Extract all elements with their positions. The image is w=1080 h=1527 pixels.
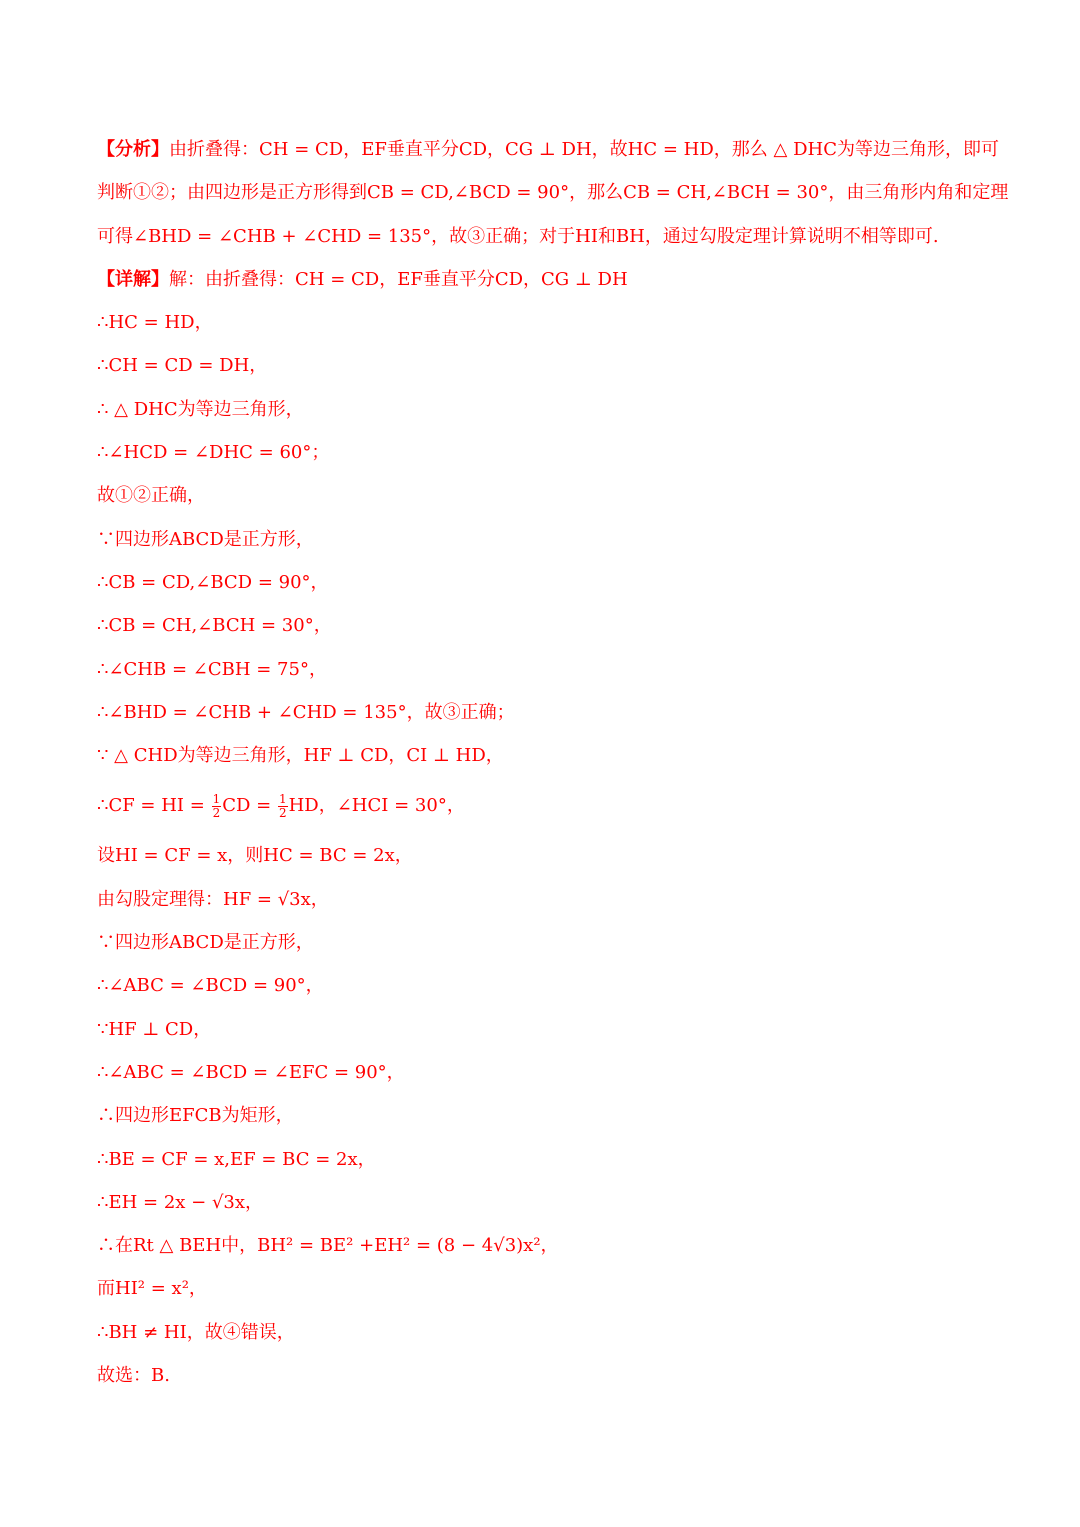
fraction-half (278, 793, 288, 820)
fraction-numerator: 1 (212, 791, 221, 806)
step-line: ∵ △ CHD为等边三角形，HF ⊥ CD，CI ⊥ HD， (97, 745, 504, 767)
fraction-denominator: 2 (278, 805, 287, 820)
step-line: ∴BE = CF = x,EF = BC = 2x， (97, 1148, 376, 1170)
detail-text: 解：由折叠得：CH = CD，EF垂直平分CD，CG ⊥ DH (169, 268, 628, 290)
detail-tag: 【详解】 (97, 268, 169, 290)
step-line: ∴HC = HD， (97, 312, 213, 334)
step-line: ∴四边形EFCB为矩形， (97, 1105, 294, 1127)
step-line: ∴∠ABC = ∠BCD = ∠EFC = 90°， (97, 1061, 405, 1083)
step-line: 故①②正确， (97, 485, 205, 507)
step-line: ∴EH = 2x − √3x， (97, 1191, 264, 1213)
analysis-tag: 【分析】 (97, 139, 169, 160)
step-line: 而HI² = x²， (97, 1278, 207, 1300)
step-line: ∴CB = CH,∠BCH = 30°， (97, 615, 332, 637)
step-line: ∵四边形ABCD是正方形， (97, 932, 314, 954)
answer-line: 故选：B. (97, 1365, 170, 1387)
step-line: ∴CH = CD = DH， (97, 355, 268, 377)
step-line: ∴CB = CD,∠BCD = 90°， (97, 571, 329, 593)
step-line: ∴∠CHB = ∠CBH = 75°， (97, 658, 327, 680)
step-line: ∵四边形ABCD是正方形， (97, 528, 314, 550)
analysis-line-3: 可得∠BHD = ∠CHB + ∠CHD = 135°，故③正确；对于HI和BH，通过勾股定理计算说明不相等即可. (97, 225, 939, 247)
step-line: ∴BH ≠ HI，故④错误， (97, 1321, 295, 1343)
fraction-numerator: 1 (278, 791, 287, 806)
step-line: ∴在Rt △ BEH中，BH² = BE² +EH² = (8 − 4√3)x²， (97, 1235, 559, 1257)
fraction-text-part: CD = (222, 795, 277, 817)
step-line: ∵HF ⊥ CD， (97, 1018, 212, 1040)
fraction-denominator: 2 (212, 805, 221, 820)
fraction-text-part: HD，∠HCI = 30°， (288, 795, 465, 817)
fraction-step-line (97, 777, 997, 834)
step-line: ∴ △ DHC为等边三角形， (97, 398, 304, 420)
step-line: 设HI = CF = x，则HC = BC = 2x， (97, 845, 413, 867)
step-line: ∴∠BHD = ∠CHB + ∠CHD = 135°，故③正确； (97, 701, 515, 723)
analysis-text: 由折叠得：CH = CD，EF垂直平分CD，CG ⊥ DH，故HC = HD，那么 △ DHC为等边三角形，即可 (169, 139, 999, 160)
fraction-text-part: ∴CF = HI = (97, 795, 211, 817)
step-line: ∴∠HCD = ∠DHC = 60°； (97, 442, 330, 464)
step-line: 由勾股定理得：HF = √3x， (97, 888, 329, 910)
analysis-line-1 (97, 128, 997, 171)
step-line: ∴∠ABC = ∠BCD = 90°， (97, 975, 324, 997)
detail-line-1 (97, 258, 997, 301)
solution-page (97, 128, 1009, 1397)
fraction-half (212, 793, 222, 820)
analysis-line-2: 判断①②；由四边形是正方形得到CB = CD,∠BCD = 90°，那么CB = CH,∠BCH = 30°，由三角形内角和定理 (97, 182, 1009, 204)
